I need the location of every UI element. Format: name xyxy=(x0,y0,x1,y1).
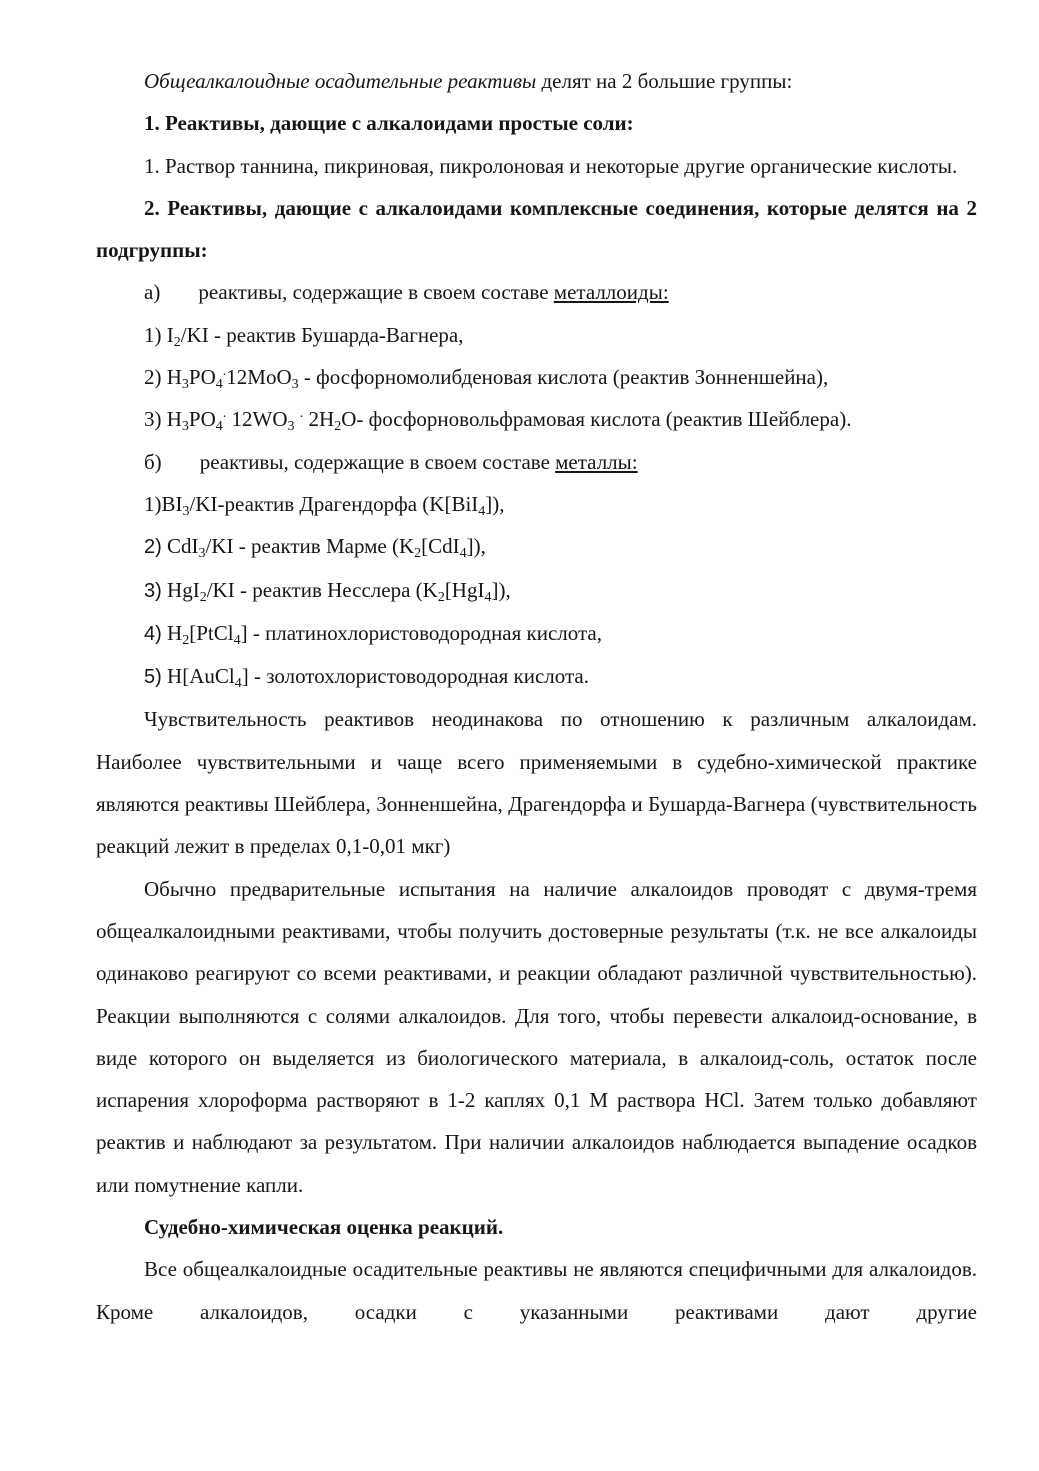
group1-heading-number: 1. xyxy=(144,111,160,136)
item-text: - фосфорномолибденовая кислота (реактив Зонненшейна), xyxy=(298,365,829,390)
subgroup-a-underlined: металлоиды: xyxy=(553,280,669,305)
formula-h-aucl4: H[AuCl$_4$] xyxy=(167,664,249,692)
group1-heading-text: Реактивы, дающие с алкалоидами простые соли: xyxy=(159,111,634,136)
item-number: 1) xyxy=(144,491,162,516)
metalloid-item-1 xyxy=(96,314,977,356)
metal-item-4 xyxy=(96,612,977,655)
item-number: 2) xyxy=(144,536,162,559)
formula-bii3-ki: $BI_3/KI$ xyxy=(161,491,218,519)
formula-k2-hgi4: $K_2[HgI_4]$), xyxy=(422,577,511,605)
metal-item-5 xyxy=(96,655,977,698)
subgroup-b-marker: б) xyxy=(144,449,162,474)
intro-text: делят на 2 большие группы: xyxy=(536,69,793,93)
metalloid-item-3 xyxy=(96,398,977,440)
subgroup-b-text: реактивы, содержащие в своем составе xyxy=(199,449,556,474)
subgroup-b-underlined: металлы: xyxy=(555,449,638,474)
final-paragraph: Все общеалкалоидные осадительные реактивы не являются специфичными для алкалоидов. Кроме алкалоидов, осадки с указанными реактивами дают другие xyxy=(96,1257,977,1324)
formula-cdi3-ki: CdI$_3$/KI xyxy=(167,534,234,562)
metal-item-2 xyxy=(96,525,977,568)
item-number: 2) xyxy=(144,365,162,390)
formula-phosphomolybdic: $H_3PO_4^.12MoO_3$ xyxy=(166,364,299,393)
group1-item: 1. Раствор таннина, пикриновая, пикролоновая и некоторые другие органические кислоты. xyxy=(144,153,958,178)
item-text: - реактив Бушарда-Вагнера, xyxy=(208,322,464,347)
item-number: 1) xyxy=(144,322,162,347)
group2-heading: 2. Реактивы, дающие с алкалоидами комплексные соединения, которые делятся на 2 подгруппы: xyxy=(96,195,977,263)
item-number: 5) xyxy=(144,666,162,689)
sensitivity-paragraph: Чувствительность реактивов неодинакова по отношению к различным алкалоидам. Наиболее чувствительными и чаще всего применяемыми в судебно-химической практике являются реактивы Шейблера, Зонненшейна, Драгендорфа и Бушарда-Вагнера (чувствительность реакций лежит в пределах 0,1-0,01 мкг) xyxy=(96,707,977,859)
subgroup-b-heading xyxy=(96,441,977,483)
intro-italic-term: Общеалкалоидные осадительные реактивы xyxy=(144,69,537,93)
item-number: 3) xyxy=(144,579,162,602)
group1-heading xyxy=(96,102,977,144)
item-text: - реактив Несслера ( xyxy=(234,577,423,602)
metal-item-1 xyxy=(96,483,977,525)
tests-paragraph: Обычно предварительные испытания на наличие алкалоидов проводят с двумя-тремя общеалкалоидными реактивами, чтобы получить достоверные результаты (т.к. не все алкалоиды одинаково реагируют со всеми реактивами, и реакции обладают различной чувствительностью). Реакции выполняются с солями алкалоидов. Для того, чтобы перевести алкалоид-основание, в виде которого он выделяется из биологического материала, в алкалоид-соль, остаток после испарения хлороформа растворяют в 1-2 каплях 0,1 М раствора HCl. Затем только добавляют реактив и наблюдают за результатом. При наличии алкалоидов наблюдается выпадение осадков или помутнение капли. xyxy=(96,876,977,1197)
section-heading: Судебно-химическая оценка реакций. xyxy=(144,1215,504,1240)
item-text: - золотохлористоводородная кислота. xyxy=(248,664,589,689)
formula-phosphotungstic: $H_3PO_4^.$ $12WO_3$ . $2H_2O$ xyxy=(166,406,357,435)
item-text: -реактив Драгендорфа ( xyxy=(217,491,430,516)
formula-k-bii4: K[BiI$_4$]), xyxy=(429,491,505,519)
intro-paragraph xyxy=(96,60,977,102)
subgroup-a-marker: а) xyxy=(144,280,161,305)
item-number: 3) xyxy=(144,407,162,432)
item-number: 4) xyxy=(144,622,162,645)
formula-i2-ki: $I_2/KI$ xyxy=(166,322,209,350)
subgroup-a-heading xyxy=(96,271,977,313)
formula-hgi2-ki: HgI$_2$/KI xyxy=(167,577,235,605)
item-text: - фосфорновольфрамовая кислота (реактив Шейблера). xyxy=(356,407,852,432)
formula-h2-ptcl4: $H_2[PtCl_4]$ xyxy=(167,620,248,648)
metalloid-item-2 xyxy=(96,356,977,398)
metal-item-3 xyxy=(96,569,977,612)
item-text: - реактив Марме ( xyxy=(233,534,399,559)
item-text: - платинохлористоводородная кислота, xyxy=(247,620,603,645)
subgroup-a-text: реактивы, содержащие в своем составе xyxy=(198,280,554,305)
formula-k2-cdi4: $K_2[CdI_4]$), xyxy=(398,534,486,562)
